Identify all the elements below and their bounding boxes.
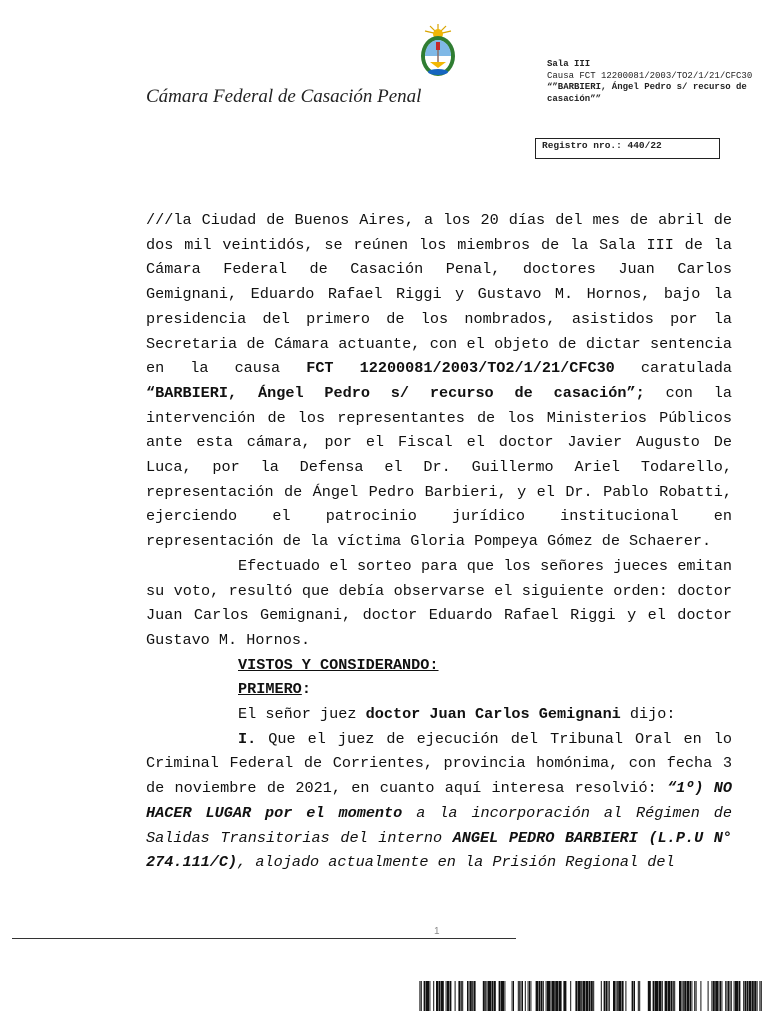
quote-text-1: a la incorporación al Régimen de Salidas Transitorias del interno bbox=[146, 803, 733, 847]
intro-text-3: con la intervención de los representantes de los Ministerios Públicos ante esta cámara, por el Fiscal el doctor Javier Augusto De Luca, por la Defensa el Dr. Guillermo Ariel Todarello, representación de Ángel Pedro Barbieri, y el Dr. Pablo Robatti, ejerciendo el patrocinio jurídico institucional en representación de la víctima Gloria Pompeya Gómez de Schaerer. bbox=[146, 383, 732, 551]
barcode-icon bbox=[418, 981, 768, 1011]
argentina-coat-of-arms-icon bbox=[416, 22, 460, 80]
judge-name: doctor Juan Carlos Gemignani bbox=[365, 705, 621, 724]
footer-divider bbox=[12, 938, 516, 939]
paragraph-judge bbox=[146, 702, 732, 727]
causa-number: Causa FCT 12200081/2003/TO2/1/21/CFC30 bbox=[547, 70, 753, 81]
registro-box: Registro nro.: 440/22 bbox=[535, 138, 720, 159]
document-body bbox=[146, 208, 732, 875]
sorteo-text: Efectuado el sorteo para que los señores jueces emitan su voto, resultó que debía observarse el siguiente orden: doctor Juan Carlos Gemignani, doctor Eduardo Rafael Riggi y el doctor Gustavo M. Hornos. bbox=[146, 556, 732, 649]
paragraph-i bbox=[146, 727, 732, 875]
case-caption: “”BARBIERI, Ángel Pedro s/ recurso de casación”” bbox=[547, 82, 747, 104]
case-caption-bold: “BARBIERI, Ángel Pedro s/ recurso de casación”; bbox=[146, 383, 645, 402]
paragraph-sorteo bbox=[146, 554, 732, 653]
case-number-bold: FCT 12200081/2003/TO2/1/21/CFC30 bbox=[306, 359, 615, 378]
primero-colon: : bbox=[301, 680, 311, 699]
vistos-heading: VISTOS Y CONSIDERANDO: bbox=[238, 655, 439, 674]
judge-said: dijo: bbox=[620, 705, 676, 724]
paragraph-intro bbox=[146, 208, 732, 554]
intro-text: ///la Ciudad de Buenos Aires, a los 20 días del mes de abril de dos mil veintidós, se reúnen los miembros de la Sala III de la Cámara Federal de Casación Penal, doctores Juan Carlos Gemignani, Eduardo Rafael Riggi y Gustavo M. Hornos, bajo la presidencia del primero de los nombrados, asistidos por la Secretaria de Cámara actuante, con el objeto de dictar sentencia en la causa bbox=[146, 211, 732, 378]
heading-primero bbox=[146, 677, 732, 702]
primero-heading: PRIMERO bbox=[238, 680, 302, 699]
sala-label: Sala III bbox=[547, 59, 591, 69]
court-name: Cámara Federal de Casación Penal bbox=[146, 86, 422, 107]
heading-vistos bbox=[146, 653, 732, 678]
section-text: Que el juez de ejecución del Tribunal Oral en lo Criminal Federal de Corrientes, provincia homónima, con fecha 3 de noviembre de 2021, en cuanto aquí interesa resolvió: bbox=[146, 729, 732, 798]
case-header bbox=[547, 59, 762, 105]
quote-text-2: , alojado actualmente en la Prisión Regional del bbox=[237, 853, 675, 872]
judge-intro: El señor juez bbox=[238, 705, 366, 724]
quote-bold-1: “1º) NO HACER LUGAR por el momento bbox=[146, 779, 732, 822]
quote-bold-2: ANGEL PEDRO BARBIERI (L.P.U N° 274.111/C) bbox=[146, 828, 732, 872]
intro-text-2: caratulada bbox=[614, 359, 732, 378]
page-number: 1 bbox=[434, 926, 440, 937]
section-number: I. bbox=[238, 729, 257, 748]
